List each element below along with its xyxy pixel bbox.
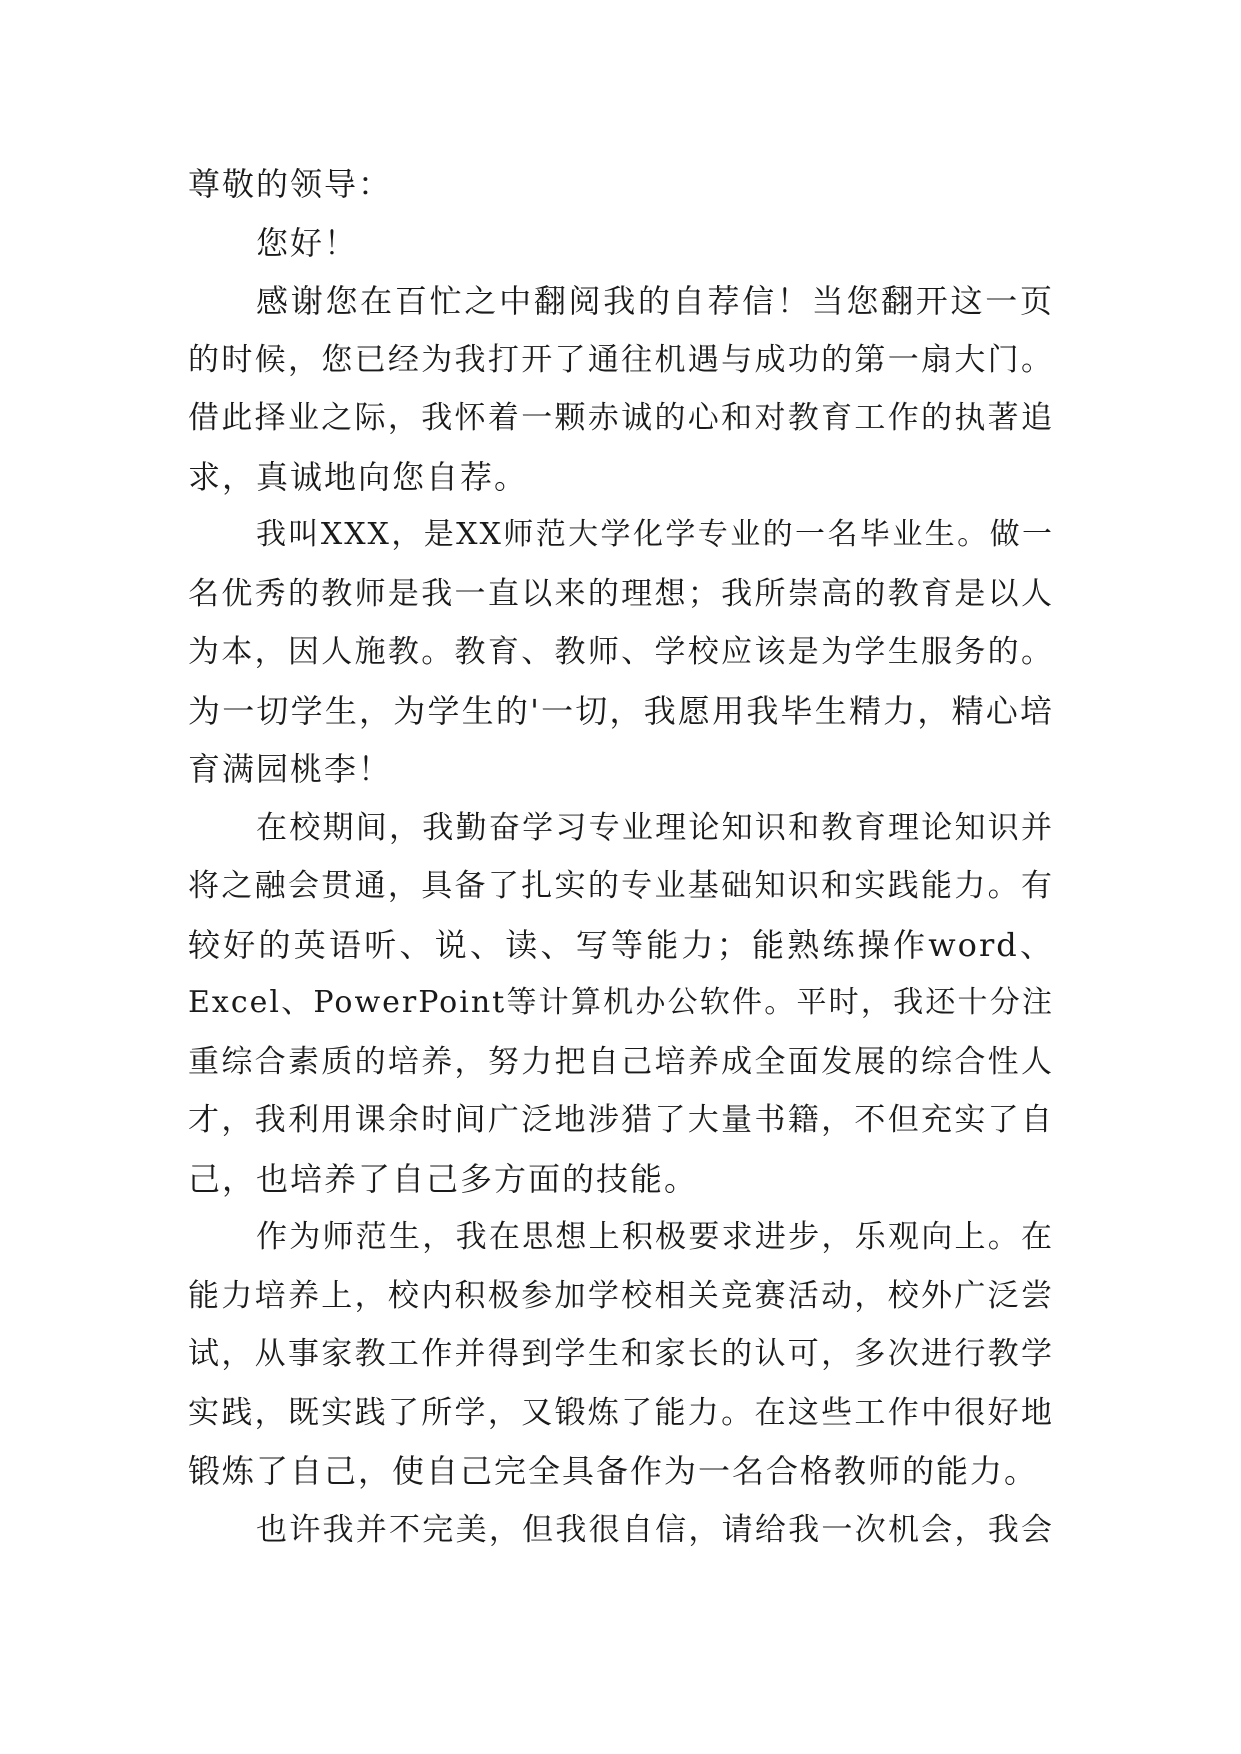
text-line: 试，从事家教工作并得到学生和家长的认可，多次进行教学 — [188, 1336, 1054, 1372]
text-line: 也许我并不完美，但我很自信，请给我一次机会，我会 — [256, 1511, 1054, 1548]
text-line: 在校期间，我勤奋学习专业理论知识和教育理论知识并 — [256, 809, 1054, 846]
salutation: 尊敬的领导： — [188, 165, 393, 203]
text-line: 锻炼了自己，使自己完全具备作为一名合格教师的能力。 — [188, 1452, 1039, 1490]
text-line: 求，真诚地向您自荐。 — [188, 457, 529, 496]
text-line: 实践，既实践了所学，又锻炼了能力。在这些工作中很好地 — [188, 1394, 1054, 1431]
greeting: 您好！ — [256, 223, 359, 262]
text-line: 才，我利用课余时间广泛地涉猎了大量书籍，不但充实了自 — [188, 1102, 1054, 1138]
text-line: 将之融会贯通，具备了扎实的专业基础知识和实践能力。有 — [188, 868, 1054, 904]
text-line: 己，也培养了自己多方面的技能。 — [188, 1159, 699, 1198]
text-line: 为一切学生，为学生的'一切，我愿用我毕生精力，精心培 — [188, 691, 1054, 730]
text-line: 作为师范生，我在思想上积极要求进步，乐观向上。在 — [256, 1219, 1054, 1255]
text-line: 重综合素质的培养，努力把自己培养成全面发展的综合性人 — [188, 1043, 1054, 1080]
text-line: 借此择业之际，我怀着一颗赤诚的心和对教育工作的执著追 — [188, 400, 1054, 436]
text-line: 名优秀的教师是我一直以来的理想；我所崇高的教育是以人 — [188, 575, 1054, 612]
text-line: 我叫XXX，是XX师范大学化学专业的一名毕业生。做一 — [256, 517, 1054, 552]
text-line: 能力培养上，校内积极参加学校相关竞赛活动，校外广泛尝 — [188, 1277, 1054, 1314]
text-line: 育满园桃李！ — [188, 750, 393, 788]
text-line: 较好的英语听、说、读、写等能力；能熟练操作word、 — [188, 925, 1054, 964]
letter-body — [188, 155, 1054, 1559]
text-line: Excel、PowerPoint等计算机办公软件。平时，我还十分注 — [188, 985, 1054, 1020]
text-line: 的时候，您已经为我打开了通往机遇与成功的第一扇大门。 — [188, 341, 1054, 378]
text-line: 为本，因人施教。教育、教师、学校应该是为学生服务的。 — [188, 634, 1054, 670]
text-line: 感谢您在百忙之中翻阅我的自荐信！当您翻开这一页 — [256, 282, 1054, 320]
